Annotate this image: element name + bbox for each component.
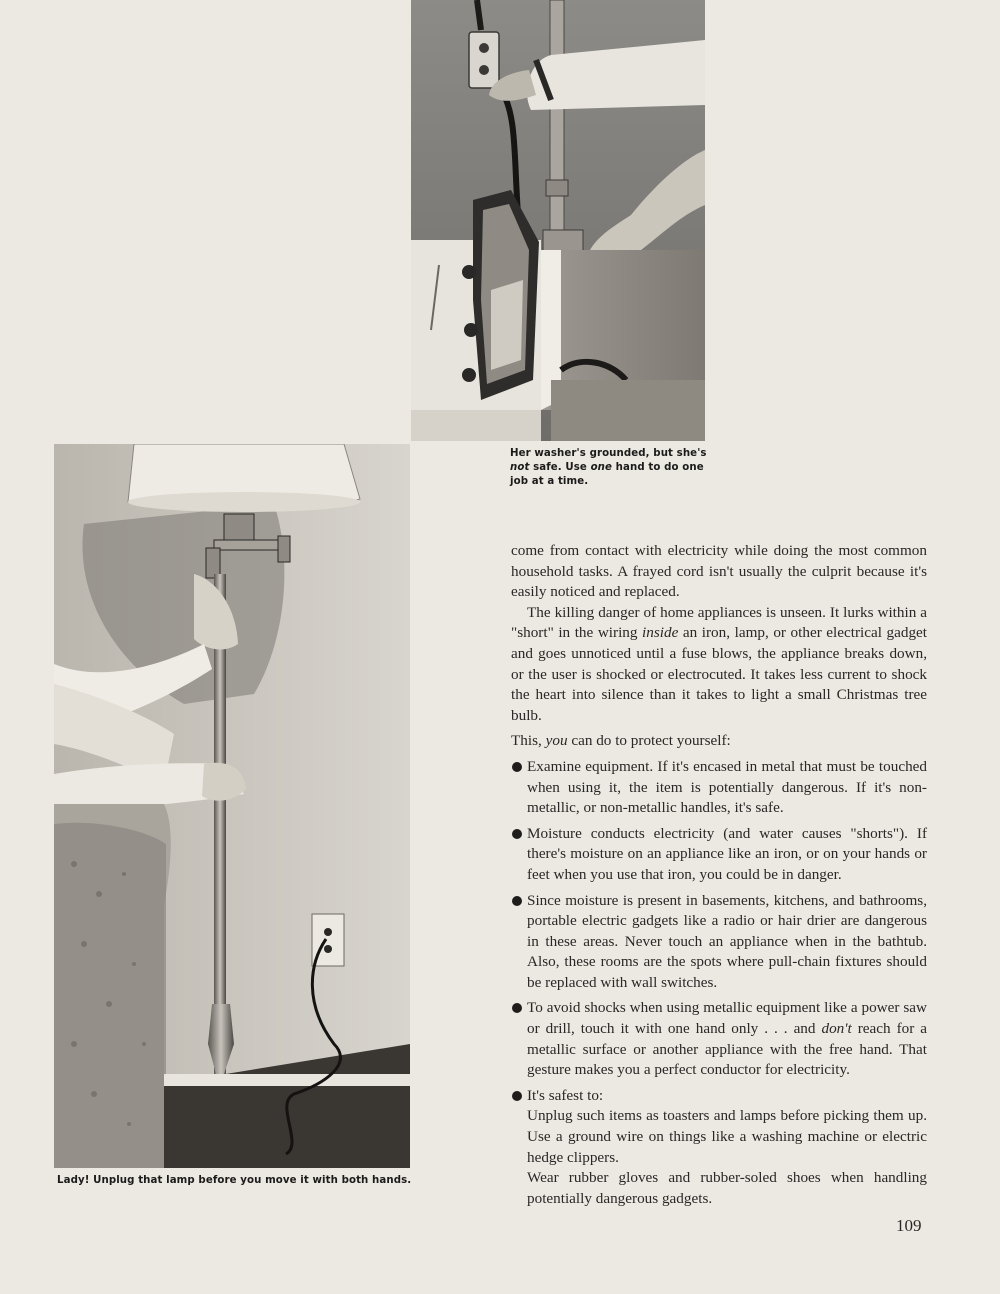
washer-photo <box>411 0 705 441</box>
bullet-text: Moisture conducts electricity (and water causes "shorts"). If there's moisture on an appliance like an iron, or on your hands or feet when you use that iron, you could be in danger. <box>527 824 927 883</box>
bullet-item <box>511 891 927 994</box>
sub-paragraph: Wear rubber gloves and rubber-soled shoes when handling potentially dangerous gadgets. <box>527 1169 927 1207</box>
emphasis: don't <box>821 1020 852 1038</box>
caption-text: Her washer's grounded, but she's <box>510 448 707 459</box>
bullet-text: Examine equipment. If it's encased in metal that must be touched when using it, the item is potentially dangerous. If it's non-metallic, or non-metallic handles, it's safe. <box>527 757 927 817</box>
paragraph <box>511 603 927 727</box>
article-body <box>511 541 927 1209</box>
text-run: an iron, lamp, or other electrical gadget and goes unnoticed until a fuse blows, the appliance breaks down, or the user is shocked or electrocuted. It takes less current to shock the heart into silence than it takes to light a small Christmas tree bulb. <box>511 624 927 724</box>
emphasis: inside <box>642 624 679 642</box>
caption-emphasis: not <box>510 462 530 473</box>
bullet-text: Since moisture is present in basements, kitchens, and bathrooms, portable electric gadgets like a radio or hair drier are dangerous in these areas. Never touch an appliance when in the bathtub. Also, these rooms are the spots where pull-chain fixtures should be replaced with wall switches. <box>527 891 927 991</box>
bullet-item <box>511 824 927 886</box>
lamp-photo <box>54 444 410 1168</box>
caption-emphasis: one <box>590 462 613 473</box>
caption-text: hand to do one job at a time. <box>510 462 704 487</box>
sub-paragraph: Unplug such items as toasters and lamps before picking them up. Use a ground wire on things like a washing machine or electric hedge clippers. <box>527 1107 927 1166</box>
washer-photo-caption <box>510 447 710 489</box>
bullet-icon <box>512 829 522 839</box>
bullet-icon <box>512 896 522 906</box>
bullet-item <box>511 998 927 1080</box>
lamp-photo-caption: Lady! Unplug that lamp before you move it with both hands. <box>57 1175 412 1186</box>
text-run: This, <box>511 732 546 750</box>
bullet-icon <box>512 1091 522 1101</box>
emphasis: you <box>545 732 568 750</box>
bullet-item <box>511 1086 927 1107</box>
bullet-icon <box>512 1003 522 1013</box>
lamp-photo-illustration <box>54 444 410 1168</box>
caption-text: safe. Use <box>529 462 591 473</box>
bullet-icon <box>512 762 522 772</box>
bullet-item <box>511 757 927 819</box>
paragraph: come from contact with electricity while doing the most common household tasks. A frayed cord isn't usually the culprit because it's easily noticed and replaced. <box>511 542 927 601</box>
text-run: The killing danger of home appliances is unseen. It lurks within a "short" in the wiring <box>511 603 927 642</box>
text-run: can do to protect yourself: <box>567 732 731 750</box>
bullet-text: reach for a metallic surface or another appliance with the free hand. That gesture makes you a perfect conductor for electricity. <box>527 1020 927 1079</box>
washer-photo-illustration <box>411 0 705 441</box>
bullet-text: It's safest to: <box>527 1086 604 1104</box>
page-number: 109 <box>896 1216 922 1235</box>
bullet-text: To avoid shocks when using metallic equipment like a power saw or drill, touch it with one hand only . . . and <box>527 999 927 1038</box>
paragraph <box>511 731 927 752</box>
